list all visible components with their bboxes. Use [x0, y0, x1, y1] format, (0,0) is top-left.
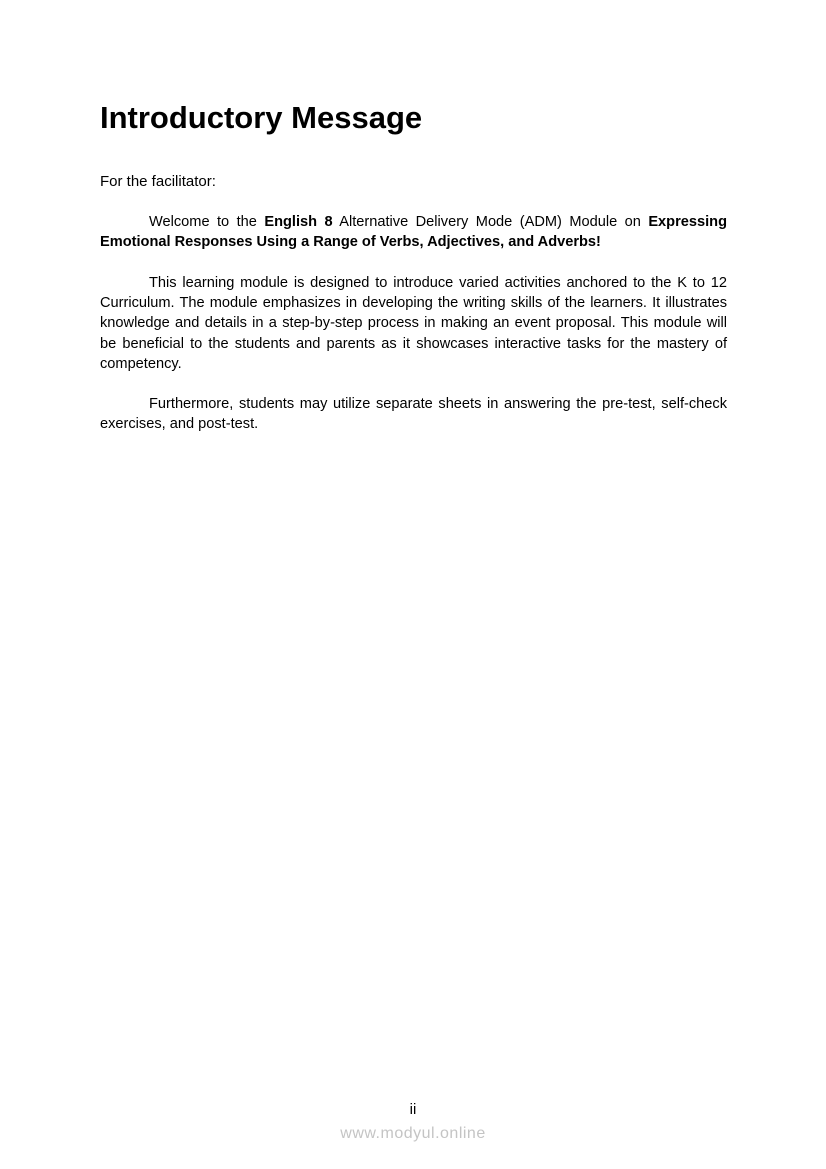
paragraph-description: This learning module is designed to introduce varied activities anchored to the K to 12 Curriculum. The module emphasizes in developing the writing skills of the learners. It illustrates knowledge and details in a step-by-step process in making an event proposal. This module will be beneficial to the students and parents as it showcases interactive tasks for the mastery of competency. — [100, 275, 727, 372]
page-title: Introductory Message — [100, 100, 423, 135]
module-title-bold: Expressing Emotional Responses Using a Range of Verbs, Adjectives, and Adverbs! — [100, 214, 727, 251]
text: Welcome to the — [149, 214, 265, 230]
intro-line: For the facilitator: — [100, 173, 216, 190]
watermark: www.modyul.online — [340, 1125, 486, 1142]
text: Alternative Delivery Mode (ADM) Module on — [332, 214, 649, 230]
paragraph-welcome — [100, 212, 727, 252]
page-number: ii — [409, 1101, 417, 1118]
subject-bold: English 8 — [264, 214, 333, 230]
paragraph-instructions: Furthermore, students may utilize separate sheets in answering the pre-test, self-check exercises, and post-test. — [100, 396, 727, 433]
